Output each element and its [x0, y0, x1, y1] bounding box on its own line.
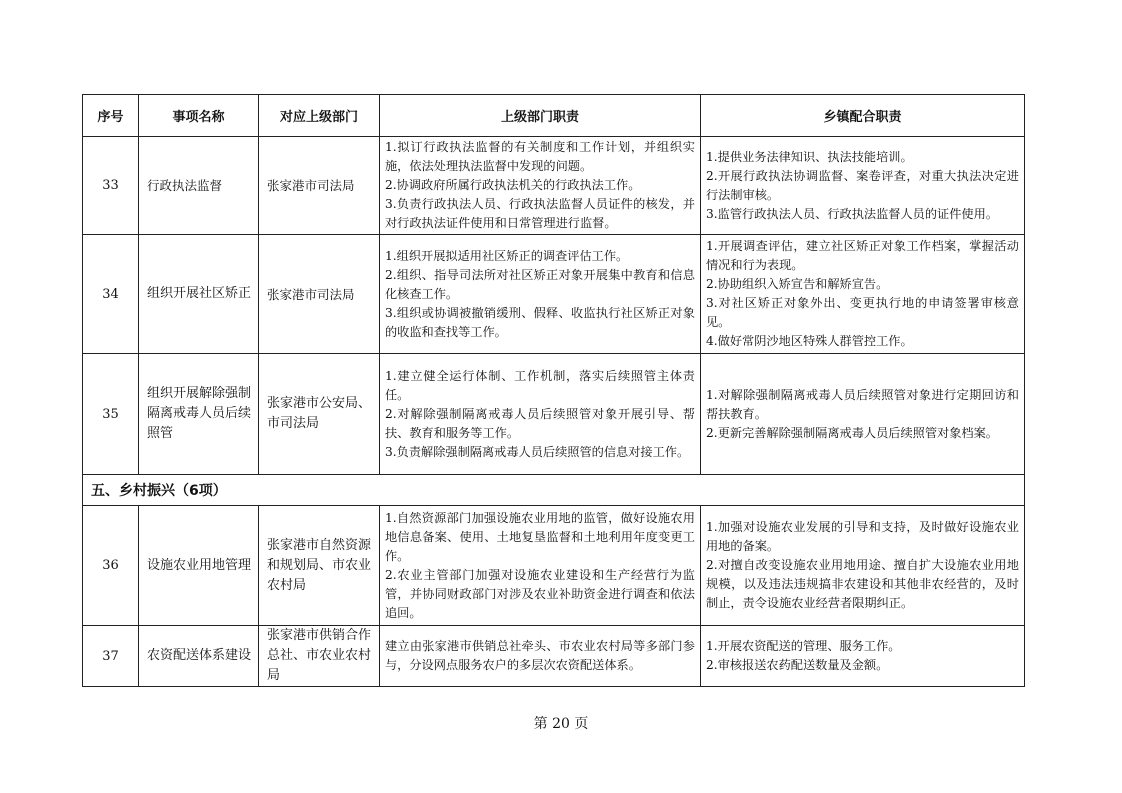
- duty-item: 3.对社区矫正对象外出、变更执行地的申请签署审核意见。: [706, 296, 1019, 329]
- section-row: [83, 475, 1025, 506]
- superior-duties: [380, 506, 701, 626]
- item-name: 农资配送体系建设: [139, 626, 259, 687]
- duty-item: 1.加强对设施农业发展的引导和支持，及时做好设施农业用地的备案。: [706, 520, 1019, 553]
- row-number: 33: [83, 137, 139, 235]
- duty-item: 1.组织开展拟适用社区矫正的调查评估工作。: [385, 248, 629, 263]
- duty-item: 1.拟订行政执法监督的有关制度和工作计划，并组织实施，依法处理执法监督中发现的问题。: [385, 140, 695, 173]
- department: 张家港市司法局: [259, 137, 380, 235]
- col-header-superior-duties: 上级部门职责: [380, 95, 701, 137]
- table-row: [83, 626, 1025, 687]
- town-duties: [701, 354, 1025, 475]
- col-header-department: 对应上级部门: [259, 95, 380, 137]
- duty-item: 1.自然资源部门加强设施农业用地的监管，做好设施农用地信息备案、使用、土地复垦监督和土地利用年度变更工作。: [385, 510, 695, 563]
- table-row: [83, 506, 1025, 626]
- superior-duties: [380, 137, 701, 235]
- duty-item: 2.对解除强制隔离戒毒人员后续照管对象开展引导、帮扶、教育和服务等工作。: [385, 406, 695, 440]
- duty-item: 3.监管行政执法人员、行政执法监督人员的证件使用。: [706, 206, 998, 221]
- duty-item: 1.提供业务法律知识、执法技能培训。: [706, 149, 913, 164]
- item-name: 设施农业用地管理: [139, 506, 259, 626]
- department: 张家港市司法局: [259, 235, 380, 354]
- col-header-town-duties: 乡镇配合职责: [701, 95, 1025, 137]
- duty-item: 2.协调政府所属行政执法机关的行政执法工作。: [385, 178, 641, 192]
- section-title: 五、乡村振兴（6项）: [83, 475, 1025, 506]
- town-duties: [701, 235, 1025, 354]
- town-duties: [701, 506, 1025, 626]
- table-row: [83, 235, 1025, 354]
- row-number: 34: [83, 235, 139, 354]
- duty-item: 1.对解除强制隔离戒毒人员后续照管对象进行定期回访和帮扶教育。: [706, 387, 1019, 421]
- department: 张家港市自然资源和规划局、市农业农村局: [259, 506, 380, 626]
- duty-item: 2.开展行政执法协调监督、案卷评查，对重大执法决定进行法制审核。: [706, 168, 1019, 202]
- item-name: 组织开展解除强制隔离戒毒人员后续照管: [139, 354, 259, 475]
- duty-item: 2.对擅自改变设施农业用地用途、擅自扩大设施农业用地规模，以及违法违规搞非农建设和其他非农经营的，及时制止，责令设施农业经营者限期纠正。: [706, 558, 1019, 610]
- page-number: 第 20 页: [533, 716, 589, 732]
- col-header-no: 序号: [83, 95, 139, 137]
- table-row: [83, 137, 1025, 235]
- row-number: 35: [83, 354, 139, 475]
- duty-item: 建立由张家港市供销总社牵头、市农业农村局等多部门参与，分设网点服务农户的多层次农资配送体系。: [385, 639, 695, 672]
- duty-item: 2.农业主管部门加强对设施农业建设和生产经营行为监管，并协同财政部门对涉及农业补助资金进行调查和依法追回。: [385, 567, 695, 620]
- duty-item: 1.开展农资配送的管理、服务工作。: [706, 639, 901, 653]
- duty-item: 2.协助组织入矫宣告和解矫宣告。: [706, 277, 889, 291]
- item-name: 行政执法监督: [139, 137, 259, 235]
- table-row: [83, 354, 1025, 475]
- superior-duties: [380, 626, 701, 687]
- department: 张家港市供销合作总社、市农业农村局: [259, 626, 380, 687]
- duty-item: 3.组织或协调被撤销缓刑、假释、收监执行社区矫正对象的收监和查找等工作。: [385, 305, 695, 339]
- duty-item: 1.建立健全运行体制、工作机制，落实后续照管主体责任。: [385, 368, 695, 402]
- town-duties: [701, 137, 1025, 235]
- duty-item: 4.做好常阴沙地区特殊人群管控工作。: [706, 334, 913, 348]
- duty-item: 2.组织、指导司法所对社区矫正对象开展集中教育和信息化核查工作。: [385, 267, 695, 301]
- town-duties: [701, 626, 1025, 687]
- duty-item: 2.审核报送农药配送数量及金额。: [706, 658, 889, 672]
- row-number: 36: [83, 506, 139, 626]
- duty-item: 3.负责解除强制隔离戒毒人员后续照管的信息对接工作。: [385, 444, 690, 459]
- department: 张家港市公安局、市司法局: [259, 354, 380, 475]
- col-header-item-name: 事项名称: [139, 95, 259, 137]
- superior-duties: [380, 354, 701, 475]
- duty-item: 1.开展调查评估，建立社区矫正对象工作档案，掌握活动情况和行为表现。: [706, 239, 1019, 272]
- duty-item: 2.更新完善解除强制隔离戒毒人员后续照管对象档案。: [706, 425, 998, 440]
- item-name: 组织开展社区矫正: [139, 235, 259, 354]
- superior-duties: [380, 235, 701, 354]
- row-number: 37: [83, 626, 139, 687]
- duty-item: 3.负责行政执法人员、行政执法监督人员证件的核发，并对行政执法证件使用和日常管理进行监督。: [385, 197, 695, 230]
- header-row: [83, 95, 1025, 137]
- duty-table: [82, 94, 1025, 687]
